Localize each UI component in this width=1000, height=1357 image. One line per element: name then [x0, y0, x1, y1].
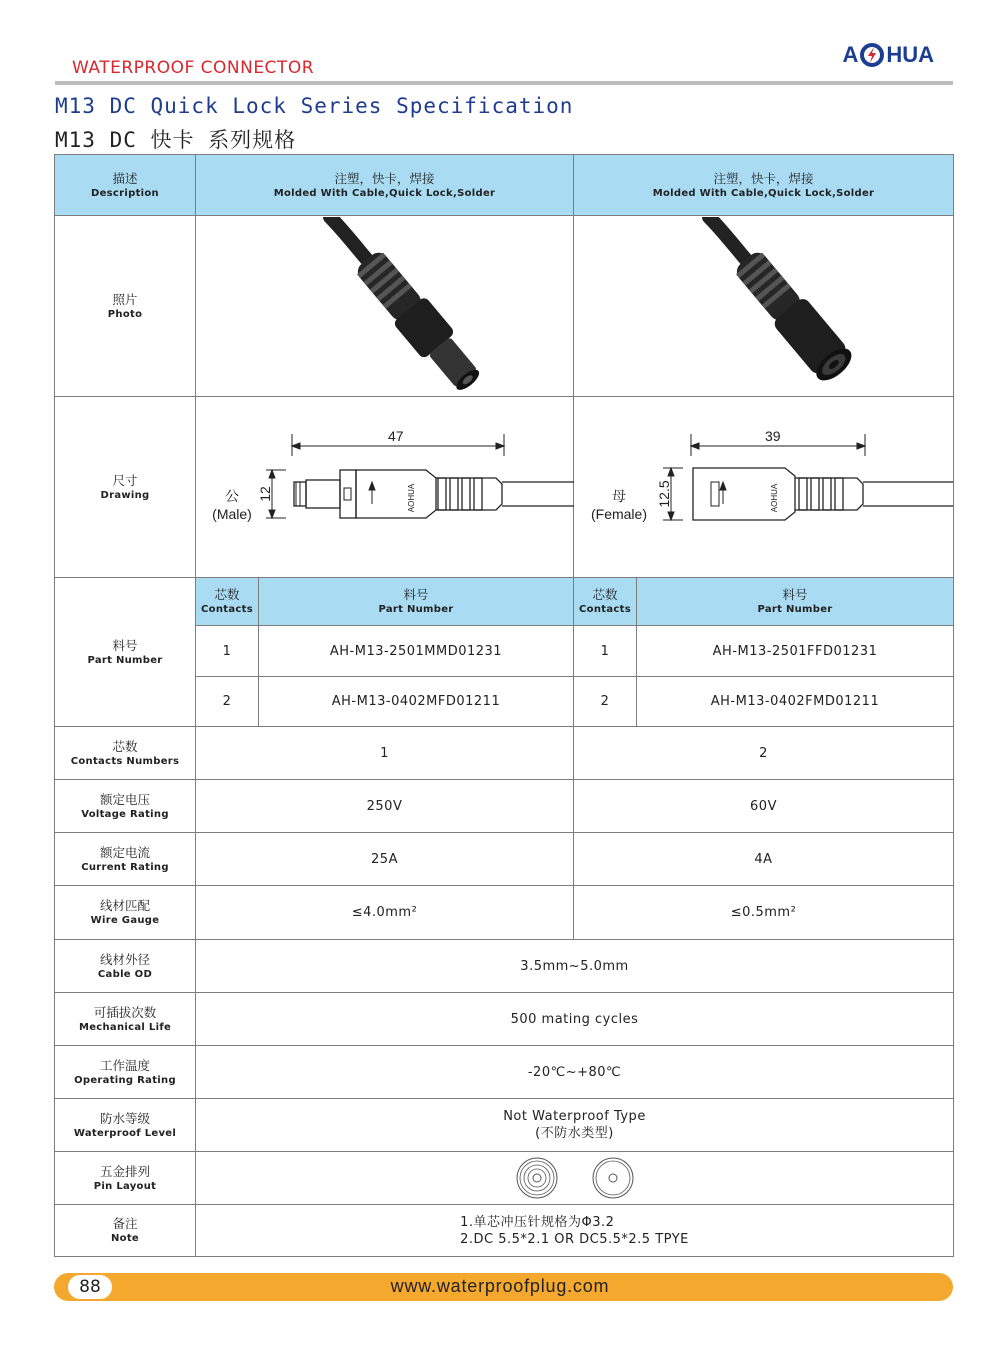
male-contacts-cell: 2 — [196, 677, 259, 727]
website-link[interactable]: www.waterproofplug.com — [390, 1276, 610, 1296]
note-value — [196, 1205, 954, 1257]
male-contacts-header: 芯数 Contacts — [196, 578, 259, 626]
waterproof-value-en: Not Waterproof Type — [503, 1109, 646, 1124]
wire-gauge-label: 线材匹配 Wire Gauge — [55, 886, 196, 940]
waterproof-value — [196, 1099, 954, 1152]
female-contacts-number: 2 — [574, 727, 954, 780]
female-pin-face-icon — [593, 1158, 633, 1198]
female-contacts-cell: 2 — [574, 677, 637, 727]
pin-layout-label: 五金排列 Pin Layout — [55, 1152, 196, 1205]
drawing-label: 尺寸 Drawing — [55, 397, 196, 578]
female-contacts-cell: 1 — [574, 626, 637, 677]
female-name-cn: 母 — [611, 488, 626, 504]
male-pn-cell: AH-M13-0402MFD01211 — [259, 677, 574, 727]
current-label: 额定电流 Current Rating — [55, 833, 196, 886]
female-length-dim: 39 — [764, 428, 781, 444]
voltage-label: 额定电压 Voltage Rating — [55, 780, 196, 833]
waterproof-label: 防水等级 Waterproof Level — [55, 1099, 196, 1152]
drawing-row — [55, 397, 954, 578]
operating-row — [55, 1046, 954, 1099]
cable-od-row — [55, 940, 954, 993]
operating-value: -20℃~+80℃ — [196, 1046, 954, 1099]
note-row — [55, 1205, 954, 1257]
operating-label: 工作温度 Operating Rating — [55, 1046, 196, 1099]
page-number: 88 — [68, 1275, 112, 1299]
brand-logo — [842, 40, 934, 70]
pin-layout-row — [55, 1152, 954, 1205]
photo-row — [55, 216, 954, 397]
mechanical-life-value: 500 mating cycles — [196, 993, 954, 1046]
note-line-1: 1.单芯冲压针规格为Φ3.2 — [460, 1214, 615, 1230]
page-title-english: M13 DC Quick Lock Series Specification — [55, 94, 574, 118]
female-connector-photo — [574, 216, 954, 397]
female-current: 4A — [574, 833, 954, 886]
male-pin-face-icon — [517, 1158, 557, 1198]
cable-od-label: 线材外径 Cable OD — [55, 940, 196, 993]
logo-ring-icon — [859, 42, 885, 68]
female-drawing — [574, 397, 954, 578]
svg-text:AOHUA: AOHUA — [769, 483, 779, 513]
voltage-row — [55, 780, 954, 833]
female-name-en: (Female) — [590, 506, 647, 522]
pin-layout-diagram — [196, 1152, 954, 1205]
current-row — [55, 833, 954, 886]
waterproof-row — [55, 1099, 954, 1152]
male-contacts-cell: 1 — [196, 626, 259, 677]
female-description: 注塑，快卡，焊接 Molded With Cable,Quick Lock,Solder — [574, 155, 954, 216]
header-divider — [55, 81, 953, 85]
male-length-dim: 47 — [388, 428, 404, 444]
contacts-numbers-row — [55, 727, 954, 780]
svg-text:AOHUA: AOHUA — [407, 483, 416, 513]
female-contacts-header: 芯数 Contacts — [574, 578, 637, 626]
photo-label: 照片 Photo — [55, 216, 196, 397]
male-description: 注塑，快卡，焊接 Molded With Cable,Quick Lock,Solder — [196, 155, 574, 216]
male-wire-gauge: ≤4.0mm² — [196, 886, 574, 940]
description-label: 描述 Description — [55, 155, 196, 216]
note-line-2: 2.DC 5.5*2.1 OR DC5.5*2.5 TPYE — [460, 1231, 689, 1247]
logo-text-right: HUA — [886, 42, 934, 67]
male-pn-cell: AH-M13-2501MMD01231 — [259, 626, 574, 677]
mechanical-life-label: 可插拔次数 Mechanical Life — [55, 993, 196, 1046]
male-pn-header: 料号 Part Number — [259, 578, 574, 626]
waterproof-value-cn: (不防水类型) — [535, 1126, 614, 1141]
contacts-numbers-label: 芯数 Contacts Numbers — [55, 727, 196, 780]
male-voltage: 250V — [196, 780, 574, 833]
section-title: WATERPROOF CONNECTOR — [72, 58, 315, 78]
female-diameter-dim: 12.5 — [655, 480, 672, 508]
female-pn-cell: AH-M13-2501FFD01231 — [637, 626, 954, 677]
mechanical-life-row — [55, 993, 954, 1046]
part-number-label: 料号 Part Number — [55, 578, 196, 727]
female-pn-cell: AH-M13-0402FMD01211 — [637, 677, 954, 727]
male-connector-photo — [196, 216, 574, 397]
male-drawing — [196, 397, 574, 578]
description-row — [55, 155, 954, 216]
female-wire-gauge: ≤0.5mm² — [574, 886, 954, 940]
male-contacts-number: 1 — [196, 727, 574, 780]
cable-od-value: 3.5mm~5.0mm — [196, 940, 954, 993]
wire-gauge-row — [55, 886, 954, 940]
female-voltage: 60V — [574, 780, 954, 833]
male-name-en: (Male) — [212, 506, 252, 522]
part-number-header-row — [55, 578, 954, 626]
note-label: 备注 Note — [55, 1205, 196, 1257]
page-title-chinese: M13 DC 快卡 系列规格 — [55, 128, 297, 152]
female-pn-header: 料号 Part Number — [637, 578, 954, 626]
male-diameter-dim: 12 — [257, 486, 273, 502]
spec-table — [54, 154, 954, 1257]
male-name-cn: 公 — [225, 488, 239, 504]
male-current: 25A — [196, 833, 574, 886]
logo-text-left: A — [842, 42, 859, 67]
